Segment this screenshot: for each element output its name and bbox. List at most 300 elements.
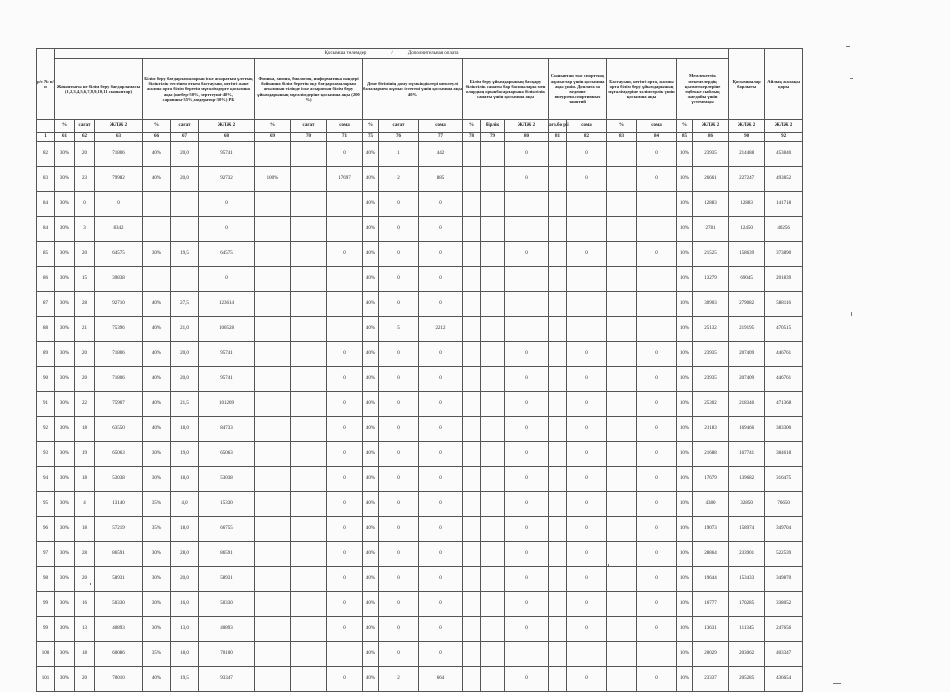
sum-d: 442 <box>419 142 463 167</box>
sum-d: 0 <box>419 442 463 467</box>
scan-mark <box>90 583 91 585</box>
pct-h: 10% <box>677 667 693 692</box>
zhlzh-b: 65063 <box>199 442 255 467</box>
sum-d: 0 <box>419 592 463 617</box>
column-number: 66 <box>143 133 171 142</box>
column-number: 77 <box>419 133 463 142</box>
column-number: 76 <box>379 133 419 142</box>
pct-d: 40% <box>363 442 379 467</box>
col-h-header: Мемлекеттік мекемелердің қызметкерлеріне еңбекке сыйлық жағдайы үшін үстемеақы <box>677 59 729 120</box>
sum-g <box>637 192 677 217</box>
sum-f: 0 <box>567 492 607 517</box>
pct-h: 10% <box>677 342 693 367</box>
sum-g: 0 <box>637 667 677 692</box>
sum-f <box>567 317 607 342</box>
sum-f: 0 <box>567 167 607 192</box>
sum-c: 0 <box>327 367 363 392</box>
grade-e <box>481 242 505 267</box>
hours-c <box>291 567 327 592</box>
pct-g <box>607 542 637 567</box>
hours-c <box>291 192 327 217</box>
zhlzh-a: 53038 <box>95 467 143 492</box>
sum-g: 0 <box>637 142 677 167</box>
sum-d: 0 <box>419 192 463 217</box>
pct-h: 10% <box>677 417 693 442</box>
sub-zhlzh: ЖЛЖ 2 <box>765 120 803 133</box>
column-number: 75 <box>363 133 379 142</box>
zhlzh-e <box>505 217 549 242</box>
pct-g <box>607 617 637 642</box>
zhlzh-a: 39838 <box>95 267 143 292</box>
column-number: 67 <box>171 133 199 142</box>
column-number: 71 <box>327 133 363 142</box>
pct-d: 40% <box>363 392 379 417</box>
zhlzh-e: 0 <box>505 592 549 617</box>
row-number: 82 <box>37 142 55 167</box>
pct-h: 10% <box>677 192 693 217</box>
hours-c <box>291 667 327 692</box>
sum-c: 0 <box>327 617 363 642</box>
sub-zhlzh: ЖЛЖ 2 <box>729 120 765 133</box>
monthly-fund: 247656 <box>765 617 803 642</box>
hours-c <box>291 442 327 467</box>
monthly-fund: 383300 <box>765 417 803 442</box>
pct-d: 40% <box>363 567 379 592</box>
hours-b: 20,0 <box>171 142 199 167</box>
hours-c <box>291 242 327 267</box>
pct-h: 10% <box>677 492 693 517</box>
table-row <box>37 267 803 292</box>
pct-g <box>607 167 637 192</box>
zhlzh-h: 12883 <box>693 192 729 217</box>
pct-e <box>463 367 481 392</box>
total-additions: 153433 <box>729 567 765 592</box>
sum-f: 0 <box>567 667 607 692</box>
hours-a: 4 <box>75 492 95 517</box>
hours-a: 16 <box>75 592 95 617</box>
col-d-header: Дене бітімінің даму мүмкіндіктері шектеулі балалармен жұмыс істегені үшін қосымша ақы 40% <box>363 59 463 120</box>
table-row <box>37 167 803 192</box>
pct-d: 40% <box>363 667 379 692</box>
hours-d: 0 <box>379 592 419 617</box>
f-col <box>549 467 567 492</box>
row-number: 99 <box>37 592 55 617</box>
sum-d: 885 <box>419 167 463 192</box>
grade-e <box>481 292 505 317</box>
sum-c: 0 <box>327 342 363 367</box>
sum-f <box>567 217 607 242</box>
zhlzh-h: 20029 <box>693 642 729 667</box>
pct-b: 40% <box>143 392 171 417</box>
hours-d: 0 <box>379 567 419 592</box>
pct-d: 40% <box>363 517 379 542</box>
hours-c <box>291 492 327 517</box>
zhlzh-h: 13279 <box>693 267 729 292</box>
zhlzh-b: 86591 <box>199 542 255 567</box>
zhlzh-e: 0 <box>505 417 549 442</box>
f-col <box>549 667 567 692</box>
sum-g: 0 <box>637 167 677 192</box>
pct-g <box>607 667 637 692</box>
sum-g: 0 <box>637 542 677 567</box>
pct-d: 40% <box>363 367 379 392</box>
pct-d: 40% <box>363 417 379 442</box>
column-number: 70 <box>291 133 327 142</box>
zhlzh-e: 0 <box>505 392 549 417</box>
pct-g <box>607 292 637 317</box>
pct-e <box>463 217 481 242</box>
pct-c <box>255 192 291 217</box>
pct-e <box>463 192 481 217</box>
f-col <box>549 217 567 242</box>
f-col <box>549 567 567 592</box>
zhlzh-b: 40893 <box>199 617 255 642</box>
hours-a: 20 <box>75 367 95 392</box>
row-number: 85 <box>37 242 55 267</box>
pct-h: 10% <box>677 642 693 667</box>
total-additions: 205285 <box>729 667 765 692</box>
sub-sum: сома <box>637 120 677 133</box>
pct-a: 30% <box>55 367 75 392</box>
pct-b: 40% <box>143 292 171 317</box>
pct-c <box>255 417 291 442</box>
zhlzh-b: 15330 <box>199 492 255 517</box>
monthly-fund: 470515 <box>765 317 803 342</box>
f-col <box>549 242 567 267</box>
group-header-kz: Қосымша төлемдер <box>324 50 367 56</box>
sum-c <box>327 292 363 317</box>
zhlzh-a: 13140 <box>95 492 143 517</box>
sub-pct: % <box>677 120 693 133</box>
pct-c <box>255 267 291 292</box>
pct-c <box>255 292 291 317</box>
pct-a: 30% <box>55 442 75 467</box>
column-number: 83 <box>607 133 637 142</box>
pct-b: 35% <box>143 642 171 667</box>
sum-f: 0 <box>567 592 607 617</box>
zhlzh-b: 0 <box>199 192 255 217</box>
sum-c: 0 <box>327 542 363 567</box>
monthly-fund: 493852 <box>765 167 803 192</box>
sum-g: 0 <box>637 567 677 592</box>
row-number: 97 <box>37 542 55 567</box>
pct-g <box>607 592 637 617</box>
f-col <box>549 317 567 342</box>
total-additions: 170285 <box>729 592 765 617</box>
sum-f: 0 <box>567 517 607 542</box>
zhlzh-e: 0 <box>505 617 549 642</box>
pct-h: 10% <box>677 617 693 642</box>
table-row <box>37 467 803 492</box>
sum-f <box>567 292 607 317</box>
pct-g <box>607 392 637 417</box>
hours-a: 13 <box>75 617 95 642</box>
zhlzh-b: 0 <box>199 267 255 292</box>
pct-c <box>255 517 291 542</box>
monthly-fund-header: Айлық жалақы қоры <box>765 49 803 120</box>
sum-g <box>637 642 677 667</box>
monthly-fund: 373890 <box>765 242 803 267</box>
pct-a: 30% <box>55 142 75 167</box>
pct-c <box>255 492 291 517</box>
zhlzh-e <box>505 192 549 217</box>
grade-e <box>481 517 505 542</box>
monthly-fund: 141718 <box>765 192 803 217</box>
zhlzh-h: 28864 <box>693 542 729 567</box>
sum-d: 0 <box>419 417 463 442</box>
column-number: 80 <box>505 133 549 142</box>
sub-hours: сағат <box>291 120 327 133</box>
sum-f: 0 <box>567 392 607 417</box>
column-number: 84 <box>637 133 677 142</box>
monthly-fund: 338052 <box>765 592 803 617</box>
sum-c: 0 <box>327 517 363 542</box>
pct-c <box>255 642 291 667</box>
column-number: 68 <box>199 133 255 142</box>
monthly-fund: 76650 <box>765 492 803 517</box>
pct-h: 10% <box>677 167 693 192</box>
zhlzh-b: 58931 <box>199 567 255 592</box>
f-col <box>549 417 567 442</box>
pct-c <box>255 542 291 567</box>
zhlzh-h: 25302 <box>693 392 729 417</box>
pct-d: 40% <box>363 617 379 642</box>
grade-e <box>481 367 505 392</box>
hours-d: 0 <box>379 492 419 517</box>
f-col <box>549 192 567 217</box>
hours-c <box>291 342 327 367</box>
pct-h: 10% <box>677 292 693 317</box>
total-additions: 167741 <box>729 442 765 467</box>
pct-h: 10% <box>677 542 693 567</box>
pct-e <box>463 467 481 492</box>
hours-a: 28 <box>75 292 95 317</box>
pct-a: 30% <box>55 292 75 317</box>
sub-sum: сома <box>567 120 607 133</box>
zhlzh-e: 0 <box>505 567 549 592</box>
sum-d: 0 <box>419 242 463 267</box>
pct-g <box>607 517 637 542</box>
column-number: 78 <box>463 133 481 142</box>
table-row <box>37 217 803 242</box>
pct-d: 40% <box>363 167 379 192</box>
zhlzh-a: 70010 <box>95 667 143 692</box>
total-additions: 218346 <box>729 392 765 417</box>
pct-b: 30% <box>143 542 171 567</box>
zhlzh-a: 65063 <box>95 442 143 467</box>
pct-h: 10% <box>677 267 693 292</box>
hours-b: 13,0 <box>171 617 199 642</box>
pct-e <box>463 617 481 642</box>
hours-b: 28,0 <box>171 542 199 567</box>
hours-c <box>291 167 327 192</box>
monthly-fund: 446761 <box>765 342 803 367</box>
grade-e <box>481 592 505 617</box>
f-col <box>549 492 567 517</box>
column-number: 86 <box>693 133 729 142</box>
pct-b: 40% <box>143 342 171 367</box>
sum-g: 0 <box>637 467 677 492</box>
pct-d: 40% <box>363 492 379 517</box>
row-number: 86 <box>37 267 55 292</box>
monthly-fund: 349870 <box>765 567 803 592</box>
row-number: 91 <box>37 392 55 417</box>
table-row <box>37 592 803 617</box>
zhlzh-b: 101209 <box>199 392 255 417</box>
pct-a: 30% <box>55 417 75 442</box>
hours-a: 21 <box>75 317 95 342</box>
pct-g <box>607 267 637 292</box>
sub-zhlzh: ЖЛЖ 2 <box>505 120 549 133</box>
hours-b: 20,0 <box>171 167 199 192</box>
col-g-header: Бастауыш, негізгі орта, жалпы орта білім беру ұйымдарының мұғалімдеріне тәлімгерлік үшін қосымша ақы <box>607 59 677 120</box>
zhlzh-a: 75907 <box>95 392 143 417</box>
zhlzh-a: 71806 <box>95 142 143 167</box>
total-additions: 158974 <box>729 517 765 542</box>
pct-c <box>255 592 291 617</box>
hours-c <box>291 617 327 642</box>
hours-d: 0 <box>379 217 419 242</box>
f-col <box>549 592 567 617</box>
f-col <box>549 617 567 642</box>
pct-c <box>255 567 291 592</box>
sum-d: 0 <box>419 342 463 367</box>
zhlzh-b: 100528 <box>199 317 255 342</box>
zhlzh-b: 92732 <box>199 167 255 192</box>
grade-e <box>481 617 505 642</box>
zhlzh-e: 0 <box>505 342 549 367</box>
sum-c <box>327 267 363 292</box>
pct-a: 30% <box>55 567 75 592</box>
pct-d: 40% <box>363 642 379 667</box>
sum-f: 0 <box>567 242 607 267</box>
row-number: 84 <box>37 192 55 217</box>
hours-b: 20,0 <box>171 342 199 367</box>
row-number: 87 <box>37 292 55 317</box>
zhlzh-a: 58931 <box>95 567 143 592</box>
pct-d: 40% <box>363 592 379 617</box>
pct-h: 10% <box>677 142 693 167</box>
sum-g: 0 <box>637 417 677 442</box>
grade-e <box>481 167 505 192</box>
sum-f: 0 <box>567 342 607 367</box>
total-additions: 227247 <box>729 167 765 192</box>
hours-a: 20 <box>75 667 95 692</box>
hours-a: 15 <box>75 267 95 292</box>
pct-c <box>255 242 291 267</box>
zhlzh-a: 79982 <box>95 167 143 192</box>
pct-a: 30% <box>55 467 75 492</box>
grade-e <box>481 317 505 342</box>
zhlzh-b: 84733 <box>199 417 255 442</box>
grade-e <box>481 217 505 242</box>
pct-h: 10% <box>677 592 693 617</box>
pct-a: 30% <box>55 317 75 342</box>
col-b-header: Білім беру бағдарламаларын іске асыратын ұлттық біліктілік тестінен өткен бастауыш, негізгі және жалпы орта білім беретін мұғалімдерге қосымша ақы (шебер-50%, зерттеуші-40%, сарапшы-35%,модератор-30%) РБ <box>143 59 255 120</box>
row-number: 93 <box>37 442 55 467</box>
pct-a: 30% <box>55 667 75 692</box>
zhlzh-e: 0 <box>505 142 549 167</box>
table-row <box>37 192 803 217</box>
pct-a: 30% <box>55 392 75 417</box>
column-number: 82 <box>567 133 607 142</box>
monthly-fund: 446761 <box>765 367 803 392</box>
hours-d: 2 <box>379 167 419 192</box>
pct-g <box>607 417 637 442</box>
pct-e <box>463 417 481 442</box>
hours-c <box>291 217 327 242</box>
pct-a: 30% <box>55 617 75 642</box>
zhlzh-h: 4380 <box>693 492 729 517</box>
zhlzh-b: 95741 <box>199 342 255 367</box>
grade-e <box>481 467 505 492</box>
zhlzh-a: 64575 <box>95 242 143 267</box>
hours-d: 0 <box>379 192 419 217</box>
total-additions: 69045 <box>729 267 765 292</box>
zhlzh-h: 16777 <box>693 592 729 617</box>
hours-b <box>171 192 199 217</box>
sum-f: 0 <box>567 467 607 492</box>
hours-b: 18,0 <box>171 467 199 492</box>
zhlzh-e: 0 <box>505 517 549 542</box>
total-additions: 214488 <box>729 142 765 167</box>
table-row <box>37 417 803 442</box>
total-additions: 207409 <box>729 342 765 367</box>
column-number: 81 <box>549 133 567 142</box>
sum-f: 0 <box>567 142 607 167</box>
zhlzh-a: 8342 <box>95 217 143 242</box>
pct-d: 40% <box>363 342 379 367</box>
table-row <box>37 367 803 392</box>
hours-a: 22 <box>75 392 95 417</box>
sum-c: 0 <box>327 567 363 592</box>
column-number: 79 <box>481 133 505 142</box>
zhlzh-e <box>505 642 549 667</box>
pct-h: 10% <box>677 467 693 492</box>
hours-c <box>291 592 327 617</box>
hours-b: 20,0 <box>171 567 199 592</box>
pct-g <box>607 367 637 392</box>
zhlzh-e: 0 <box>505 467 549 492</box>
pct-d: 40% <box>363 292 379 317</box>
pct-e <box>463 542 481 567</box>
group-header <box>55 49 729 59</box>
sum-d: 0 <box>419 617 463 642</box>
sub-grade: бірлік <box>481 120 505 133</box>
zhlzh-b: 70100 <box>199 642 255 667</box>
hours-d: 1 <box>379 142 419 167</box>
hours-d: 0 <box>379 642 419 667</box>
monthly-fund: 316475 <box>765 467 803 492</box>
zhlzh-h: 25132 <box>693 317 729 342</box>
total-additions: 219195 <box>729 317 765 342</box>
pct-b: 35% <box>143 492 171 517</box>
pct-b: 30% <box>143 567 171 592</box>
row-number: 94 <box>37 467 55 492</box>
sum-d: 0 <box>419 567 463 592</box>
pct-e <box>463 492 481 517</box>
pct-c <box>255 142 291 167</box>
hours-c <box>291 542 327 567</box>
sum-c <box>327 642 363 667</box>
hours-a: 18 <box>75 517 95 542</box>
sub-hours: сағат <box>379 120 419 133</box>
zhlzh-b: 64575 <box>199 242 255 267</box>
zhlzh-h: 19073 <box>693 517 729 542</box>
zhlzh-a: 71806 <box>95 367 143 392</box>
hours-c <box>291 292 327 317</box>
hours-a: 28 <box>75 542 95 567</box>
